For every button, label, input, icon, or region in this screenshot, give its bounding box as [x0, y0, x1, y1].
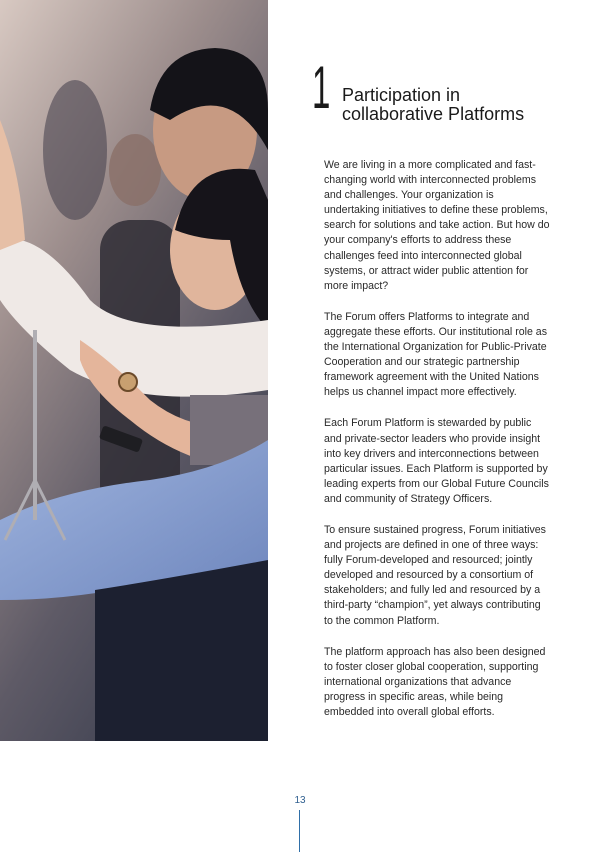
section-title: Participation in collaborative Platforms: [342, 85, 525, 124]
paragraph: Each Forum Platform is stewarded by public and private-sector leaders who provide insight into key drivers and interconnections between particular issues. Each Platform is supported by leading experts from our Global Future Councils and community of Strategy Officers.: [324, 417, 549, 505]
paragraph: The platform approach has also been designed to foster closer global cooperation, supporting international organizations that advance progress in specific areas, while being embedded into overall global efforts.: [324, 645, 546, 718]
page-number: 13: [294, 795, 306, 806]
paragraph: To ensure sustained progress, Forum initiatives and projects are defined in one of three ways: fully Forum-developed and resourced; jointly developed and resourced by a consortium of stakeholders; and fully led and resourced by a third-party “champion”, yet always contributing to the common Platform.: [324, 523, 546, 627]
event-photo-illustration: [0, 0, 268, 741]
body-text: [324, 158, 550, 736]
paragraph: We are living in a more complicated and fast-changing world with interconnected problems and challenges. Your organization is undertaking initiatives to define these problems, search for solutions and take action. But how do your company's efforts to address these challenges feed into interconnected global systems, or attract wider public attention for more impact?: [324, 159, 550, 292]
paragraph: The Forum offers Platforms to integrate and aggregate these efforts. Our institutional role as the International Organization for Public-Private Cooperation and our strategic partnership framework agreement with the United Nations helps us channel impact more effectively.: [324, 310, 547, 399]
section-heading: [312, 54, 572, 128]
event-photo: [0, 0, 268, 741]
page-divider-line: [299, 810, 300, 852]
section-number: 1: [312, 54, 331, 121]
